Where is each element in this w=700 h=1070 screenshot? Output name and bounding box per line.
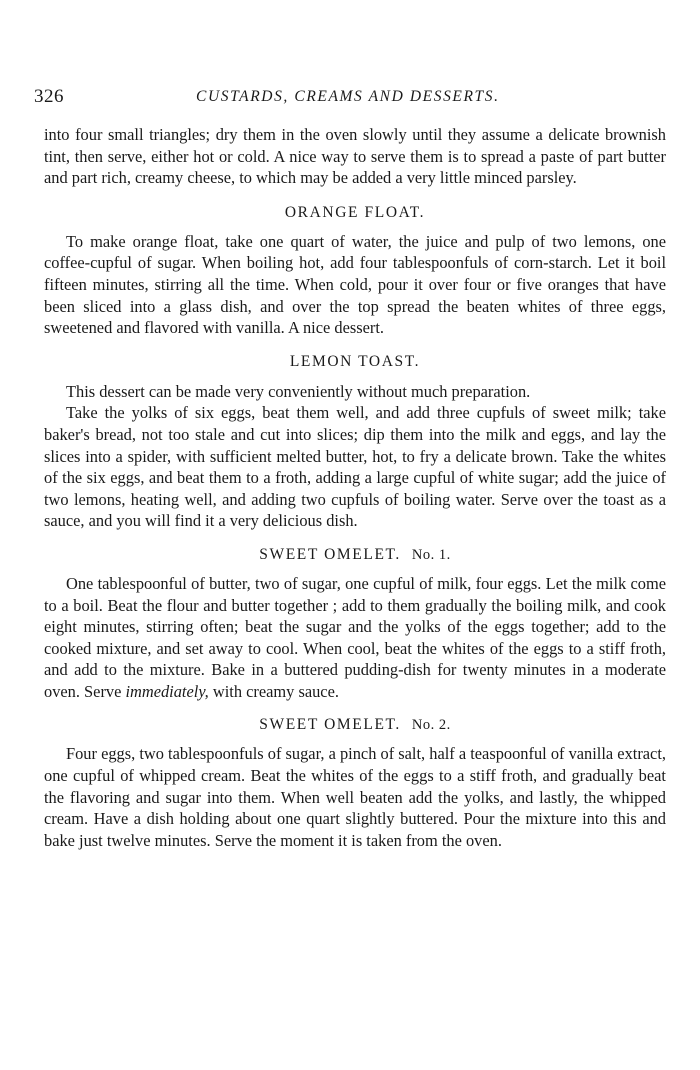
- recipe-title-text: SWEET OMELET.: [259, 716, 401, 734]
- recipe-text-orange-float: To make orange float, take one quart of water, the juice and pulp of two lemons, one coffee-cupful of sugar. When boiling hot, add four tablespoonfuls of corn-starch. Let it boil fifteen minutes, stirring all the time. When cold, pour it over four or five oranges that have been sliced into a glass dish, and over the top spread the beaten whites of three eggs, sweetened and flavored with vanilla. A nice dessert.: [44, 231, 666, 338]
- recipe-number: No. 2.: [411, 717, 451, 734]
- recipe-title-sweet-omelet-1: [44, 545, 666, 565]
- recipe-text-part: One tablespoonful of butter, two of sugar, one cupful of milk, four eggs. Let the milk come to a boil. Beat the flour and butter together ; add to them gradually the boiling milk, and cook eight minutes, stirring often; beat the sugar and the yolks of the eggs together; add to the cooked mixture, and set away to cool. When cool, beat the whites of the eggs to a stiff froth, and add to the mixture. Bake in a buttered pudding-dish for twenty minutes in a moderate oven. Serve: [44, 573, 666, 701]
- recipe-text-sweet-omelet-2: Four eggs, two tablespoonfuls of sugar, a pinch of salt, half a teaspoonful of vanilla extract, one cupful of whipped cream. Beat the whites of the eggs to a stiff froth, and gradually beat the flavoring and sugar into them. When well beaten add the yolks, and lastly, the whipped cream. Have a dish holding about one quart slightly buttered. Pour the mixture into this and bake just twelve minutes. Serve the moment it is taken from the oven.: [44, 744, 666, 850]
- recipe-title-lemon-toast: LEMON TOAST.: [289, 352, 421, 370]
- page-number: 326: [34, 86, 64, 107]
- recipe-text-sweet-omelet-1: [44, 573, 666, 703]
- recipe-intro-lemon-toast: This dessert can be made very conveniently without much preparation.: [66, 381, 531, 401]
- page-header: [34, 86, 666, 110]
- recipe-number: No. 1.: [411, 546, 451, 563]
- continuation-paragraph: into four small triangles; dry them in the oven slowly until they assume a delicate brownish tint, then serve, either hot or cold. A nice way to serve them is to spread a paste of part butter and part rich, creamy cheese, to which may be added a very little minced parsley.: [44, 125, 666, 188]
- page-body: [44, 124, 666, 851]
- running-title: CUSTARDS, CREAMS AND DESSERTS.: [196, 88, 500, 105]
- recipe-title-orange-float: ORANGE FLOAT.: [284, 203, 426, 221]
- recipe-title-sweet-omelet-2: [44, 715, 666, 735]
- emphasized-word: immediately,: [125, 681, 209, 701]
- recipe-text-part: with creamy sauce.: [208, 681, 339, 701]
- recipe-title-text: SWEET OMELET.: [259, 545, 401, 563]
- recipe-text-lemon-toast: Take the yolks of six eggs, beat them well, and add three cupfuls of sweet milk; take baker's bread, not too stale and cut into slices; dip them into the milk and eggs, and lay the slices into a spider, with sufficient melted butter, hot, to fry a delicate brown. Take the whites of the six eggs, and beat them to a froth, adding a large cupful of white sugar; add the juice of two lemons, heating well, and adding two cupfuls of boiling water. Serve over the toast as a sauce, and you will find it a very delicious dish.: [44, 403, 666, 531]
